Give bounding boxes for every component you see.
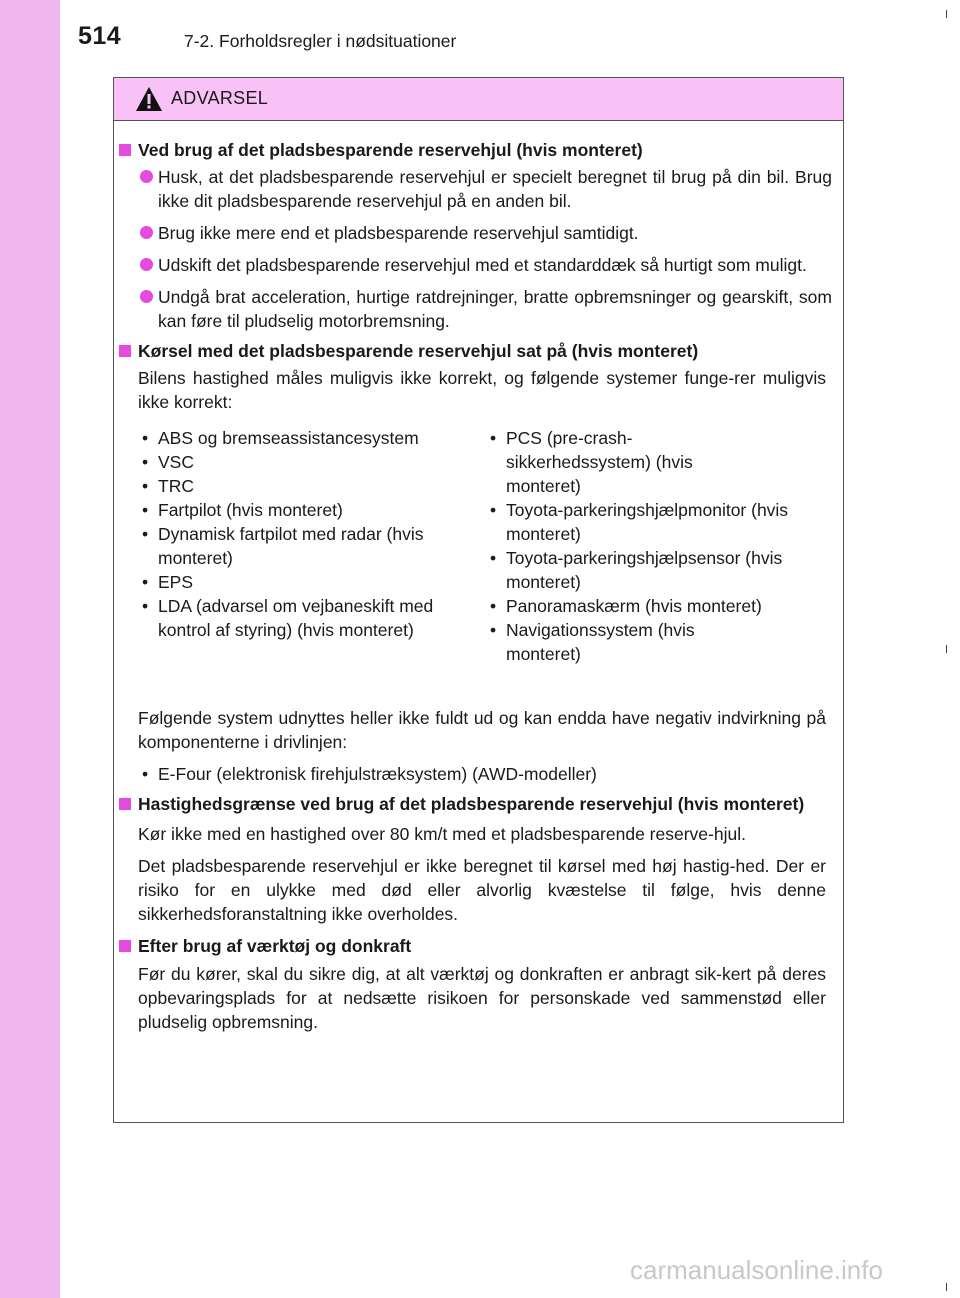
- paragraph: Det pladsbesparende reservehjul er ikke beregnet til kørsel med høj hastig-hed. Der er risiko for en ulykke med død eller alvorlig kvæstelse til følge, hvis denne sikkerhedsforanstaltning ikke overholdes.: [138, 856, 826, 924]
- paragraph: Før du kører, skal du sikre dig, at alt værktøj og donkraften er anbragt sik-kert på deres opbevaringsplads for at nedsætte risikoen for personskade ved sammenstød eller pludselig opbremsning.: [138, 964, 826, 1032]
- round-bullet-icon: [140, 258, 153, 271]
- section-heading: Hastighedsgrænse ved brug af det pladsbesparende reservehjul (hvis monteret): [114, 792, 842, 816]
- page-number: 514: [78, 22, 122, 50]
- paragraph: Bilens hastighed måles muligvis ikke korrekt, og følgende systemer funge-rer muligvis ikke korrekt:: [138, 368, 826, 412]
- list-item: • PCS (pre-crash-sikkerhedssystem) (hvis monteret): [490, 428, 693, 496]
- square-bullet-icon: [119, 798, 131, 810]
- list-item: • TRC: [142, 476, 194, 496]
- square-bullet-icon: [119, 940, 131, 952]
- round-bullet-icon: [140, 170, 153, 183]
- list-item: • Panoramaskærm (hvis monteret): [490, 596, 762, 616]
- watermark: carmanualsonline.info: [630, 1255, 883, 1285]
- list-item: Husk, at det pladsbesparende reservehjul er specielt beregnet til brug på din bil. Brug ikke dit pladsbesparende reservehjul på en anden bil.: [114, 165, 842, 213]
- warning-header: [114, 78, 843, 121]
- crop-mark: [946, 645, 947, 653]
- square-bullet-icon: [119, 345, 131, 357]
- section-title: 7-2. Forholdsregler i nødsituationer: [184, 31, 457, 51]
- section-heading: Efter brug af værktøj og donkraft: [114, 934, 842, 958]
- list-item: • Navigationssystem (hvis monteret): [490, 620, 695, 664]
- warning-label: ADVARSEL: [171, 88, 269, 108]
- section-heading: Kørsel med det pladsbesparende reservehjul sat på (hvis monteret): [114, 339, 842, 363]
- crop-mark: [946, 10, 947, 18]
- round-bullet-icon: [140, 290, 153, 303]
- warning-content: [114, 122, 842, 1034]
- list-item: Brug ikke mere end et pladsbesparende reservehjul samtidigt.: [114, 221, 842, 245]
- crop-mark: [946, 1283, 947, 1291]
- square-bullet-icon: [119, 144, 131, 156]
- list-item: • VSC: [142, 452, 194, 472]
- list-item: • Toyota-parkeringshjælpmonitor (hvis monteret): [490, 500, 789, 544]
- list-item: Undgå brat acceleration, hurtige ratdrejninger, bratte opbremsninger og gearskift, som kan føre til pludselig motorbremsning.: [114, 285, 842, 333]
- warning-box: [113, 77, 844, 1123]
- left-margin-band: [0, 0, 60, 1298]
- paragraph: Følgende system udnyttes heller ikke fuldt ud og kan endda have negativ indvirkning på komponenterne i drivlinjen:: [138, 708, 826, 752]
- list-item: • EPS: [142, 572, 194, 592]
- list-item: • Fartpilot (hvis monteret): [142, 500, 343, 520]
- system-lists: [114, 426, 842, 694]
- round-bullet-icon: [140, 226, 153, 239]
- list-item: • ABS og bremseassistancesystem: [142, 428, 419, 448]
- list-item: • Dynamisk fartpilot med radar (hvis monteret): [142, 524, 424, 568]
- section-heading: Ved brug af det pladsbesparende reservehjul (hvis monteret): [114, 138, 842, 162]
- warning-triangle-icon: [135, 86, 163, 117]
- left-list: [138, 426, 458, 642]
- paragraph: Kør ikke med en hastighed over 80 km/t med et pladsbesparende reserve-hjul.: [138, 824, 746, 844]
- list-item: • LDA (advarsel om vejbaneskift med kontrol af styring) (hvis monteret): [142, 596, 434, 640]
- list-item: • Toyota-parkeringshjælpsensor (hvis monteret): [490, 548, 783, 592]
- list-item: Udskift det pladsbesparende reservehjul med et standarddæk så hurtigt som muligt.: [114, 253, 842, 277]
- list-item: • E-Four (elektronisk firehjulstræksystem) (AWD-modeller): [142, 764, 597, 784]
- right-list: [486, 426, 826, 666]
